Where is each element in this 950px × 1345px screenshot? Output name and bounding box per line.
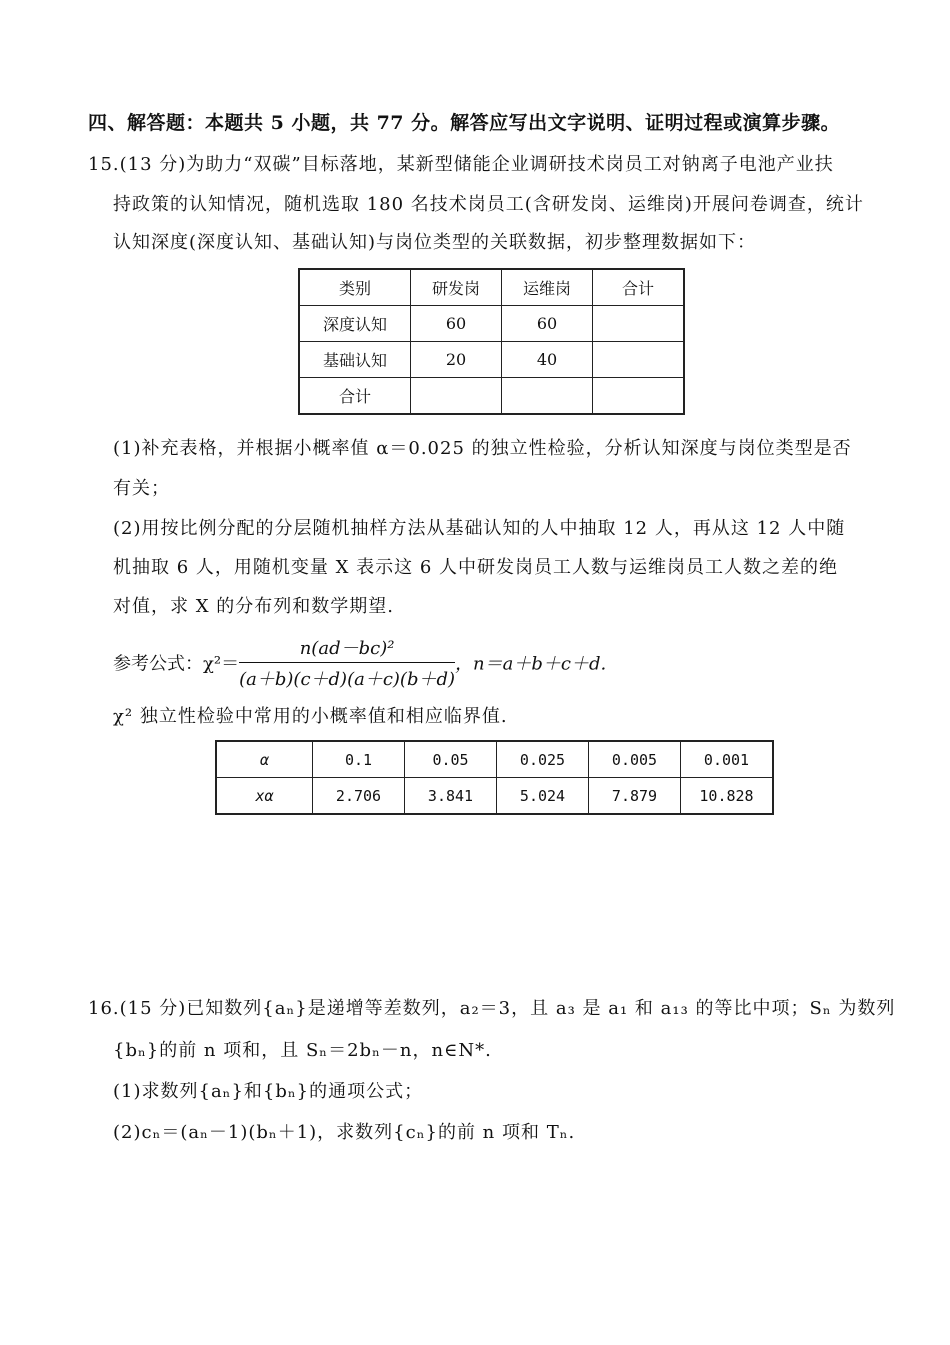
q15-part1-line-1: (1)补充表格，并根据小概率值 α＝0.025 的独立性检验，分析认知深度与岗位类型是否 (113, 438, 852, 459)
q15-line-3: 认知深度(深度认知、基础认知)与岗位类型的关联数据，初步整理数据如下： (113, 232, 757, 253)
q15-part2-line-1: (2)用按比例分配的分层随机抽样方法从基础认知的人中抽取 12 人，再从这 12 人中随 (113, 518, 846, 539)
table-cell: 0.025 (497, 741, 589, 778)
table-header: 类别 (299, 269, 411, 306)
q15-line-1: 15.(13 分)为助力“双碳”目标落地，某新型储能企业调研技术岗员工对钠离子电池产业扶 (88, 154, 834, 175)
alpha-label: α (216, 741, 313, 778)
formula-suffix: ，n＝a＋b＋c＋d. (455, 653, 607, 675)
x-alpha-row (216, 778, 773, 815)
table-row (299, 378, 684, 415)
table-cell (593, 306, 685, 342)
table-cell (593, 342, 685, 378)
formula-numerator: n(ad－bc)² (239, 634, 455, 663)
alpha-row (216, 741, 773, 778)
q15-part2-line-3: 对值，求 X 的分布列和数学期望. (113, 596, 394, 617)
q15-part2-line-2: 机抽取 6 人，用随机变量 X 表示这 6 人中研发岗员工人数与运维岗员工人数之差的绝 (113, 557, 839, 578)
q16-part1: (1)求数列{aₙ}和{bₙ}的通项公式； (113, 1081, 424, 1102)
chi-critical-table (215, 740, 774, 815)
table-header: 合计 (593, 269, 685, 306)
chi-caption: χ² 独立性检验中常用的小概率值和相应临界值. (113, 706, 508, 727)
table-cell: 2.706 (313, 778, 405, 815)
formula-denominator: (a＋b)(c＋d)(a＋c)(b＋d) (239, 669, 456, 690)
table-cell: 7.879 (589, 778, 681, 815)
table-cell: 0.1 (313, 741, 405, 778)
table-row (299, 306, 684, 342)
formula-prefix: 参考公式：χ²＝ (113, 653, 240, 675)
table-cell (411, 378, 502, 415)
q15-part1-line-2: 有关； (113, 478, 170, 499)
q16-line-2: {bₙ}的前 n 项和，且 Sₙ＝2bₙ－n，n∈N*. (113, 1040, 492, 1061)
table-cell: 合计 (299, 378, 411, 415)
table-cell (593, 378, 685, 415)
table-cell: 0.005 (589, 741, 681, 778)
table-cell: 10.828 (681, 778, 774, 815)
table-cell: 深度认知 (299, 306, 411, 342)
table-cell: 3.841 (405, 778, 497, 815)
table-cell: 60 (411, 306, 502, 342)
table-cell: 基础认知 (299, 342, 411, 378)
section-heading: 四、解答题：本题共 5 小题，共 77 分。解答应写出文字说明、证明过程或演算步骤。 (88, 112, 841, 134)
table-header: 研发岗 (411, 269, 502, 306)
q15-line-2: 持政策的认知情况，随机选取 180 名技术岗员工(含研发岗、运维岗)开展问卷调查，统计 (113, 194, 864, 215)
table-row (299, 342, 684, 378)
table-header: 运维岗 (502, 269, 593, 306)
q16-line-1: 16.(15 分)已知数列{aₙ}是递增等差数列，a₂＝3，且 a₃ 是 a₁ 和 a₁₃ 的等比中项；Sₙ 为数列 (88, 998, 896, 1019)
table-cell: 5.024 (497, 778, 589, 815)
table-cell: 0.001 (681, 741, 774, 778)
table-cell: 0.05 (405, 741, 497, 778)
table-cell (502, 378, 593, 415)
table-cell: 60 (502, 306, 593, 342)
chi-square-formula (113, 634, 606, 691)
formula-fraction (239, 634, 455, 691)
table-cell: 20 (411, 342, 502, 378)
x-alpha-label: xα (216, 778, 313, 815)
cognition-table (298, 268, 685, 415)
table-header-row (299, 269, 684, 306)
table-cell: 40 (502, 342, 593, 378)
q16-part2: (2)cₙ＝(aₙ－1)(bₙ＋1)，求数列{cₙ}的前 n 项和 Tₙ. (113, 1122, 576, 1143)
